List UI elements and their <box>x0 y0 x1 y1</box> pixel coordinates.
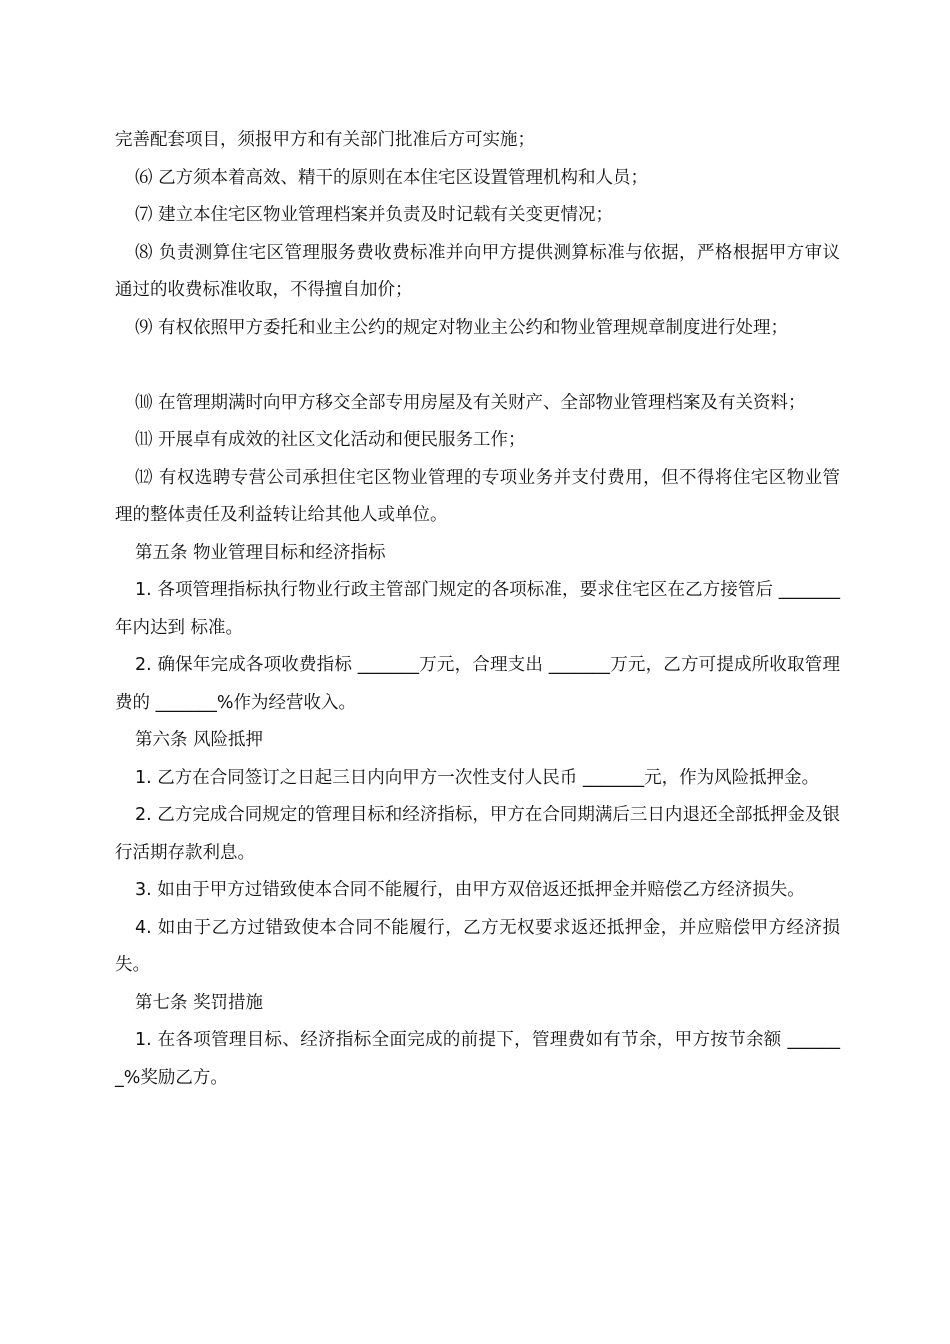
article-6-heading: 第六条 风险抵押 <box>135 730 264 750</box>
clause-item-7: ⑺ 建立本住宅区物业管理档案并负责及时记载有关变更情况； <box>135 205 614 225</box>
article-5-item-1: 1. 各项管理指标执行物业行政主管部门规定的各项标准，要求住宅区在乙方接管后 _______年内达到 标准。 <box>115 580 840 638</box>
clause-item-12: ⑿ 有权选聘专营公司承担住宅区物业管理的专项业务并支付费用，但不得将住宅区物业管理的整体责任及利益转让给其他人或单位。 <box>115 467 840 525</box>
clause-item-10: ⑽ 在管理期满时向甲方移交全部专用房屋及有关财产、全部物业管理档案及有关资料； <box>135 392 806 413</box>
article-6-item-1: 1. 乙方在合同签订之日起三日内向甲方一次性支付人民币 _______元，作为风险抵押金。 <box>135 767 820 788</box>
paragraph-continuation: 完善配套项目，须报甲方和有关部门批准后方可实施； <box>115 130 535 150</box>
article-5-heading: 第五条 物业管理目标和经济指标 <box>135 542 386 563</box>
article-7-heading: 第七条 奖罚措施 <box>135 992 264 1013</box>
article-7-item-1: 1. 在各项管理目标、经济指标全面完成的前提下，管理费如有节余，甲方按节余额 _______%奖励乙方。 <box>115 1030 840 1088</box>
clause-item-11: ⑾ 开展卓有成效的社区文化活动和便民服务工作； <box>135 430 526 450</box>
clause-item-9: ⑼ 有权依照甲方委托和业主公约的规定对物业主公约和物业管理规章制度进行处理； <box>135 317 789 338</box>
document-body <box>115 122 840 1097</box>
clause-item-6: ⑹ 乙方须本着高效、精干的原则在本住宅区设置管理机构和人员； <box>135 167 649 188</box>
article-6-item-2: 2. 乙方完成合同规定的管理目标和经济指标，甲方在合同期满后三日内退还全部抵押金及银行活期存款利息。 <box>115 805 840 863</box>
paragraph-gap <box>115 347 840 385</box>
article-6-item-4: 4. 如由于乙方过错致使本合同不能履行，乙方无权要求返还抵押金，并应赔偿甲方经济损失。 <box>115 917 840 975</box>
clause-item-8: ⑻ 负责测算住宅区管理服务费收费标准并向甲方提供测算标准与依据，严格根据甲方审议通过的收费标准收取，不得擅自加价； <box>115 242 840 300</box>
article-6-item-3: 3. 如由于甲方过错致使本合同不能履行，由甲方双倍返还抵押金并赔偿乙方经济损失。 <box>135 880 805 900</box>
article-5-item-2: 2. 确保年完成各项收费指标 _______万元，合理支出 _______万元，乙方可提成所收取管理费的 _______%作为经营收入。 <box>115 655 840 713</box>
